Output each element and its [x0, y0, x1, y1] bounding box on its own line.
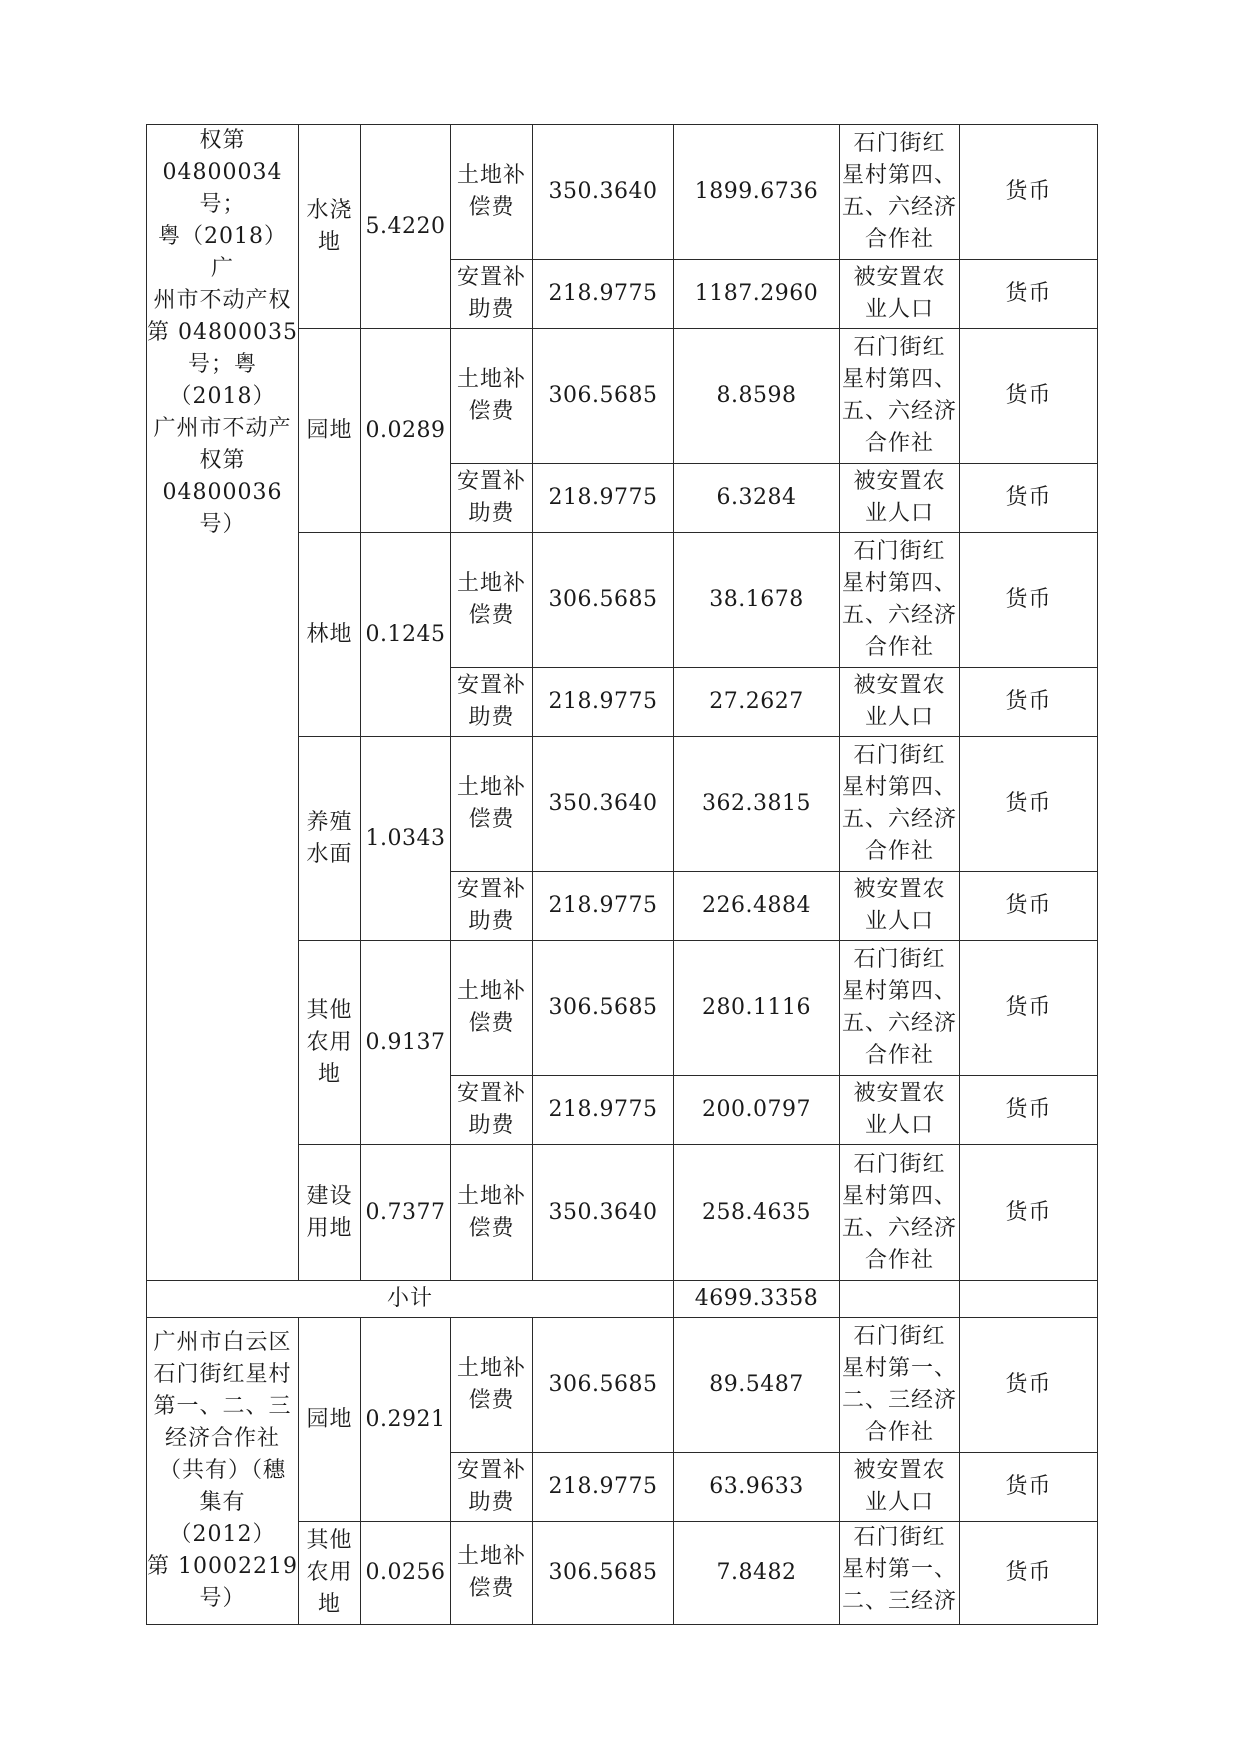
land-type-cell: 园地 [299, 329, 361, 533]
recipient-cell: 被安置农 业人口 [840, 260, 960, 329]
method-cell: 货币 [960, 872, 1098, 941]
item-cell: 安置补 助费 [451, 1453, 533, 1522]
unit-price-cell: 218.9775 [533, 872, 674, 941]
item-cell: 安置补 助费 [451, 260, 533, 329]
item-cell: 土地补 偿费 [451, 329, 533, 464]
recipient-cell: 被安置农 业人口 [840, 872, 960, 941]
method-cell: 货币 [960, 533, 1098, 668]
unit-price-cell: 350.3640 [533, 125, 674, 260]
recipient-cell: 石门街红 星村第四、 五、六经济 合作社 [840, 125, 960, 260]
unit-price-cell: 218.9775 [533, 668, 674, 737]
method-cell: 货币 [960, 1522, 1098, 1625]
method-cell: 货币 [960, 737, 1098, 872]
method-cell: 货币 [960, 125, 1098, 260]
area-cell: 0.0256 [361, 1522, 451, 1625]
unit-price-cell: 306.5685 [533, 1318, 674, 1453]
unit-price-cell: 306.5685 [533, 533, 674, 668]
recipient-cell: 被安置农 业人口 [840, 464, 960, 533]
unit-price-cell: 218.9775 [533, 1076, 674, 1145]
area-cell: 0.1245 [361, 533, 451, 737]
area-cell: 0.7377 [361, 1145, 451, 1281]
amount-cell: 280.1116 [674, 941, 840, 1076]
unit-price-cell: 218.9775 [533, 464, 674, 533]
item-cell: 安置补 助费 [451, 668, 533, 737]
recipient-cell: 石门街红 星村第四、 五、六经济 合作社 [840, 329, 960, 464]
table-row [147, 125, 1098, 260]
method-cell: 货币 [960, 1076, 1098, 1145]
item-cell: 土地补 偿费 [451, 1522, 533, 1625]
land-type-cell: 林地 [299, 533, 361, 737]
subtotal-row [147, 1281, 1098, 1318]
recipient-cell: 石门街红 星村第四、 五、六经济 合作社 [840, 533, 960, 668]
unit-price-cell: 218.9775 [533, 1453, 674, 1522]
method-cell: 货币 [960, 1318, 1098, 1453]
method-cell: 货币 [960, 464, 1098, 533]
amount-cell: 226.4884 [674, 872, 840, 941]
unit-price-cell: 218.9775 [533, 260, 674, 329]
method-cell: 货币 [960, 668, 1098, 737]
amount-cell: 258.4635 [674, 1145, 840, 1281]
amount-cell: 38.1678 [674, 533, 840, 668]
item-cell: 土地补 偿费 [451, 1318, 533, 1453]
amount-cell: 27.2627 [674, 668, 840, 737]
land-type-cell: 水浇 地 [299, 125, 361, 329]
recipient-cell: 被安置农 业人口 [840, 1076, 960, 1145]
amount-cell: 1899.6736 [674, 125, 840, 260]
recipient-cell: 石门街红 星村第四、 五、六经济 合作社 [840, 1145, 960, 1281]
item-cell: 安置补 助费 [451, 1076, 533, 1145]
item-cell: 土地补 偿费 [451, 533, 533, 668]
recipient-cell: 石门街红 星村第四、 五、六经济 合作社 [840, 737, 960, 872]
empty-cell [960, 1281, 1098, 1318]
method-cell: 货币 [960, 1453, 1098, 1522]
compensation-table [146, 124, 1098, 1625]
recipient-cell: 石门街红 星村第一、 二、三经济 [840, 1522, 960, 1625]
area-cell: 0.0289 [361, 329, 451, 533]
area-cell: 1.0343 [361, 737, 451, 941]
item-cell: 土地补 偿费 [451, 1145, 533, 1281]
unit-price-cell: 350.3640 [533, 737, 674, 872]
recipient-cell: 石门街红 星村第一、 二、三经济 合作社 [840, 1318, 960, 1453]
method-cell: 货币 [960, 329, 1098, 464]
recipient-cell: 被安置农 业人口 [840, 668, 960, 737]
amount-cell: 63.9633 [674, 1453, 840, 1522]
method-cell: 货币 [960, 1145, 1098, 1281]
recipient-cell: 石门街红 星村第四、 五、六经济 合作社 [840, 941, 960, 1076]
area-cell: 0.2921 [361, 1318, 451, 1522]
owner-cert-cell: 广州市白云区 石门街红星村 第一、二、三 经济合作社 （共有）（穗 集有（2012） 第 10002219 号） [147, 1318, 299, 1625]
unit-price-cell: 306.5685 [533, 1522, 674, 1625]
unit-price-cell: 306.5685 [533, 329, 674, 464]
amount-cell: 200.0797 [674, 1076, 840, 1145]
recipient-cell: 被安置农 业人口 [840, 1453, 960, 1522]
item-cell: 土地补 偿费 [451, 125, 533, 260]
amount-cell: 89.5487 [674, 1318, 840, 1453]
area-cell: 5.4220 [361, 125, 451, 329]
land-type-cell: 养殖 水面 [299, 737, 361, 941]
unit-price-cell: 306.5685 [533, 941, 674, 1076]
land-type-cell: 建设 用地 [299, 1145, 361, 1281]
item-cell: 土地补 偿费 [451, 941, 533, 1076]
table-row [147, 1318, 1098, 1453]
area-cell: 0.9137 [361, 941, 451, 1145]
subtotal-amount: 4699.3358 [674, 1281, 840, 1318]
land-type-cell: 其他 农用 地 [299, 1522, 361, 1625]
amount-cell: 7.8482 [674, 1522, 840, 1625]
amount-cell: 362.3815 [674, 737, 840, 872]
amount-cell: 1187.2960 [674, 260, 840, 329]
land-type-cell: 其他 农用 地 [299, 941, 361, 1145]
unit-price-cell: 350.3640 [533, 1145, 674, 1281]
item-cell: 土地补 偿费 [451, 737, 533, 872]
item-cell: 安置补 助费 [451, 872, 533, 941]
amount-cell: 8.8598 [674, 329, 840, 464]
amount-cell: 6.3284 [674, 464, 840, 533]
method-cell: 货币 [960, 260, 1098, 329]
item-cell: 安置补 助费 [451, 464, 533, 533]
land-type-cell: 园地 [299, 1318, 361, 1522]
empty-cell [840, 1281, 960, 1318]
method-cell: 货币 [960, 941, 1098, 1076]
owner-cert-cell: 权第 04800034 号； 粤（2018）广 州市不动产权 第 04800035 号；粤（2018） 广州市不动产 权第 04800036 号） [147, 125, 299, 1281]
subtotal-label: 小计 [147, 1281, 674, 1318]
